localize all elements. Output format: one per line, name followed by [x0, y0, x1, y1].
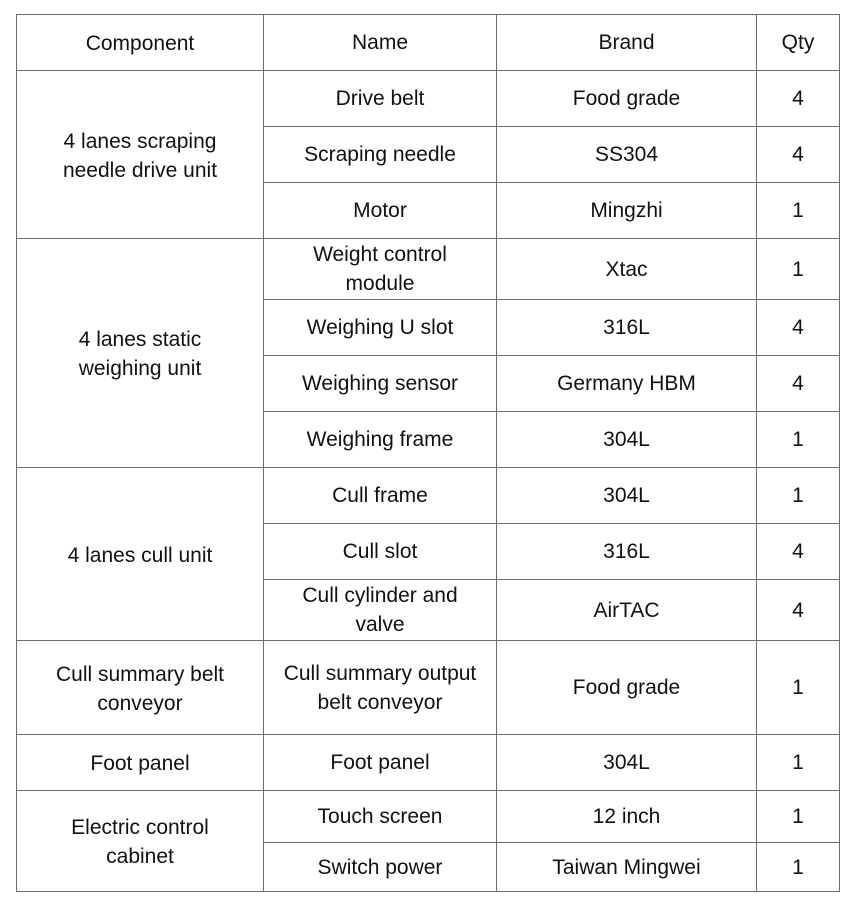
brand-cell: Taiwan Mingwei	[497, 843, 757, 892]
name-cell: Cull frame	[264, 468, 497, 524]
header-row	[17, 15, 840, 71]
table-row	[17, 71, 840, 127]
name-cell: Weighing U slot	[264, 300, 497, 356]
name-cell: Foot panel	[264, 735, 497, 791]
qty-cell: 1	[757, 183, 840, 239]
brand-cell: Xtac	[497, 239, 757, 300]
brand-cell: Food grade	[497, 641, 757, 735]
brand-cell: 304L	[497, 735, 757, 791]
table-row	[17, 641, 840, 735]
header-brand: Brand	[497, 15, 757, 71]
brand-cell: 12 inch	[497, 791, 757, 843]
qty-cell: 4	[757, 356, 840, 412]
brand-cell: Food grade	[497, 71, 757, 127]
name-cell: Weighing frame	[264, 412, 497, 468]
qty-cell: 4	[757, 524, 840, 580]
brand-cell: 316L	[497, 524, 757, 580]
header-component: Component	[17, 15, 264, 71]
header-qty: Qty	[757, 15, 840, 71]
qty-cell: 1	[757, 791, 840, 843]
table-row	[17, 791, 840, 843]
table-row	[17, 468, 840, 524]
qty-cell: 4	[757, 127, 840, 183]
name-cell: Touch screen	[264, 791, 497, 843]
brand-cell: 316L	[497, 300, 757, 356]
component-cell: Electric control cabinet	[17, 791, 264, 892]
name-cell: Switch power	[264, 843, 497, 892]
brand-cell: Germany HBM	[497, 356, 757, 412]
component-cell: Foot panel	[17, 735, 264, 791]
name-cell: Cull summary output belt conveyor	[264, 641, 497, 735]
name-cell: Motor	[264, 183, 497, 239]
qty-cell: 1	[757, 735, 840, 791]
name-cell: Weight control module	[264, 239, 497, 300]
brand-cell: SS304	[497, 127, 757, 183]
component-cell: 4 lanes scraping needle drive unit	[17, 71, 264, 239]
qty-cell: 4	[757, 300, 840, 356]
spec-table	[16, 14, 840, 892]
component-cell: Cull summary belt conveyor	[17, 641, 264, 735]
name-cell: Cull slot	[264, 524, 497, 580]
brand-cell: 304L	[497, 412, 757, 468]
brand-cell: AirTAC	[497, 580, 757, 641]
header-name: Name	[264, 15, 497, 71]
name-cell: Cull cylinder and valve	[264, 580, 497, 641]
component-cell: 4 lanes static weighing unit	[17, 239, 264, 468]
table-row	[17, 239, 840, 300]
qty-cell: 1	[757, 843, 840, 892]
name-cell: Weighing sensor	[264, 356, 497, 412]
qty-cell: 1	[757, 239, 840, 300]
name-cell: Drive belt	[264, 71, 497, 127]
qty-cell: 1	[757, 641, 840, 735]
qty-cell: 4	[757, 580, 840, 641]
name-cell: Scraping needle	[264, 127, 497, 183]
qty-cell: 1	[757, 468, 840, 524]
qty-cell: 1	[757, 412, 840, 468]
qty-cell: 4	[757, 71, 840, 127]
brand-cell: 304L	[497, 468, 757, 524]
component-cell: 4 lanes cull unit	[17, 468, 264, 641]
table-row	[17, 735, 840, 791]
brand-cell: Mingzhi	[497, 183, 757, 239]
